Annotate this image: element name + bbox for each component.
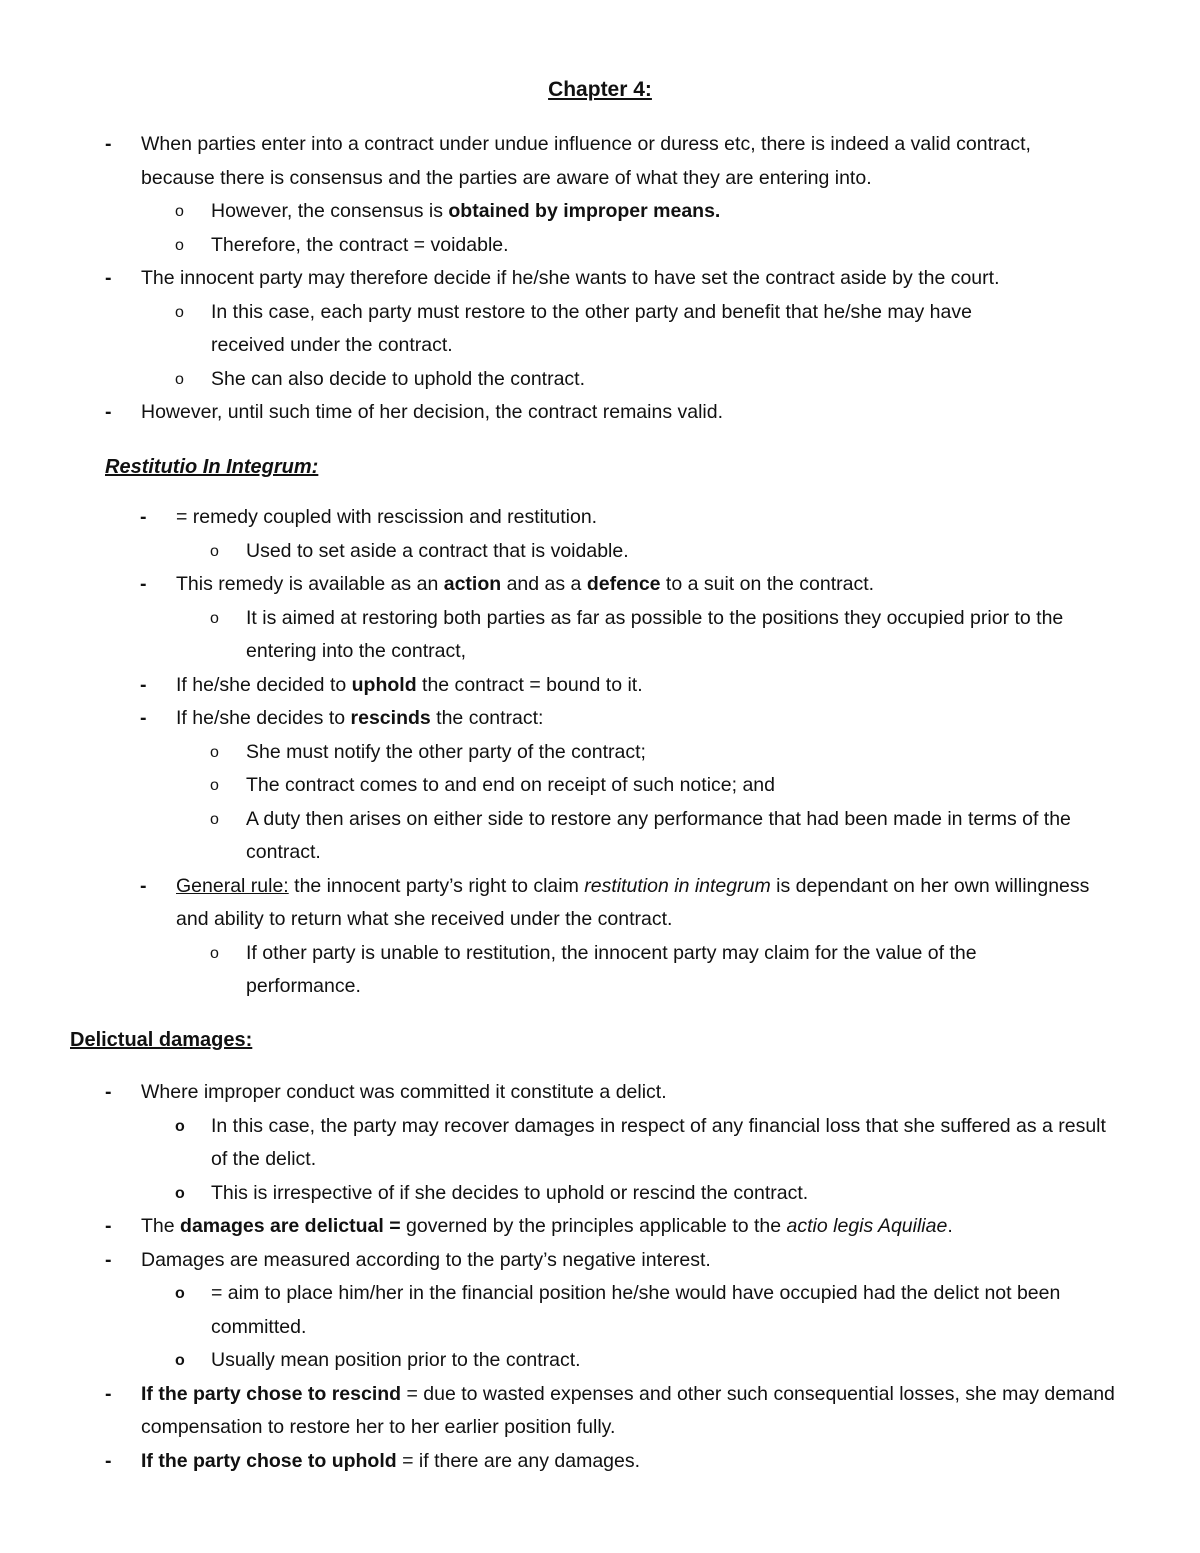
list-item xyxy=(105,1177,1125,1211)
list-item xyxy=(105,1210,1125,1244)
circle-bullet: o xyxy=(175,1117,185,1135)
dash-bullet: - xyxy=(105,1215,112,1237)
list-item xyxy=(140,803,1106,870)
list-item-text: The innocent party may therefore decide if he/she wants to have set the contract aside by the court. xyxy=(141,267,1000,289)
list-item xyxy=(105,296,1031,363)
list-item xyxy=(105,1445,1125,1479)
list-item xyxy=(105,396,1065,430)
list-item xyxy=(105,1378,1125,1445)
list-item-text: In this case, the party may recover damages in respect of any financial loss that she suffered as a result of the delict. xyxy=(211,1114,1106,1170)
dash-bullet: - xyxy=(105,133,112,155)
list-item-text: If he/she decides to rescinds the contract: xyxy=(176,707,544,729)
circle-bullet: o xyxy=(210,609,219,627)
list-item xyxy=(140,568,1130,602)
list-item xyxy=(140,535,1130,569)
list-item-text: = aim to place him/her in the financial position he/she would have occupied had the delict not been committed. xyxy=(211,1282,1061,1338)
dash-bullet: - xyxy=(140,673,147,696)
list-item xyxy=(105,1344,1125,1378)
list-item xyxy=(140,870,1096,937)
dash-bullet: - xyxy=(105,1081,112,1103)
list-item-text: If other party is unable to restitution, the innocent party may claim for the value of the performance. xyxy=(246,941,977,997)
circle-bullet: o xyxy=(210,777,219,794)
circle-bullet: o xyxy=(210,944,219,962)
dash-bullet: - xyxy=(105,1449,112,1472)
list-item-text: She can also decide to uphold the contract. xyxy=(211,367,586,390)
circle-bullet: o xyxy=(175,203,184,220)
circle-bullet: o xyxy=(210,743,219,761)
list-item-text: The contract comes to and end on receipt of such notice; and xyxy=(246,774,775,796)
dash-bullet: - xyxy=(105,1248,112,1271)
list-item-text: She must notify the other party of the contract; xyxy=(246,740,646,763)
list-item-text: Damages are measured according to the party’s negative interest. xyxy=(141,1248,711,1271)
list-item xyxy=(140,669,1130,703)
dash-bullet: - xyxy=(140,707,147,729)
list-item xyxy=(140,736,1130,770)
circle-bullet: o xyxy=(175,236,184,254)
list-item-text: Used to set aside a contract that is voidable. xyxy=(246,539,629,562)
section1-list xyxy=(105,128,1065,430)
section3-list xyxy=(105,1076,1125,1478)
list-item xyxy=(105,1277,1111,1344)
list-item-text: However, until such time of her decision, the contract remains valid. xyxy=(141,401,724,423)
list-item xyxy=(105,1110,1125,1177)
dash-bullet: - xyxy=(105,267,112,289)
list-item-text: = remedy coupled with rescission and restitution. xyxy=(176,506,598,528)
dash-bullet: - xyxy=(140,573,147,595)
list-item-text: If the party chose to uphold = if there are any damages. xyxy=(141,1449,641,1472)
section-heading-restitutio: Restitutio In Integrum: xyxy=(105,456,319,478)
list-item xyxy=(140,769,1130,803)
list-item xyxy=(140,702,1130,736)
circle-bullet: o xyxy=(210,810,219,828)
general-rule-label: General rule: xyxy=(176,874,289,897)
list-item-text: This is irrespective of if she decides to uphold or rescind the contract. xyxy=(211,1181,809,1204)
list-item-text: However, the consensus is obtained by improper means. xyxy=(211,200,721,222)
circle-bullet: o xyxy=(175,303,184,321)
list-item xyxy=(105,195,1065,229)
list-item-text: Where improper conduct was committed it constitute a delict. xyxy=(141,1081,667,1103)
list-item xyxy=(105,229,1065,263)
list-item xyxy=(105,262,1065,296)
circle-bullet: o xyxy=(210,542,219,560)
list-item xyxy=(105,128,1065,195)
list-item xyxy=(105,1076,1125,1110)
list-item-text: This remedy is available as an action and as a defence to a suit on the contract. xyxy=(176,573,875,595)
list-item-text: If the party chose to rescind = due to wasted expenses and other such consequential losses, she may demand compensation to restore her to her earlier position fully. xyxy=(141,1382,1115,1438)
dash-bullet: - xyxy=(105,401,112,423)
section2-list xyxy=(140,501,1130,1004)
list-item-text: Therefore, the contract = voidable. xyxy=(211,233,509,256)
list-item-text: Usually mean position prior to the contract. xyxy=(211,1349,581,1371)
dash-bullet: - xyxy=(140,506,147,528)
dash-bullet: - xyxy=(105,1382,112,1405)
page-title: Chapter 4: xyxy=(548,78,652,101)
list-item-text: The damages are delictual = governed by the principles applicable to the actio legis Aquiliae. xyxy=(141,1215,953,1237)
list-item-text: General rule: the innocent party’s right to claim restitution in integrum is dependant on her own willingness and ability to return what she received under the contract. xyxy=(176,874,1090,930)
list-item-text: A duty then arises on either side to restore any performance that had been made in terms of the contract. xyxy=(246,807,1071,863)
list-item-text: In this case, each party must restore to the other party and benefit that he/she may have received under the contract. xyxy=(211,300,972,356)
list-item-text: When parties enter into a contract under undue influence or duress etc, there is indeed a valid contract, because there is consensus and the parties are aware of what they are entering into. xyxy=(141,133,1031,189)
circle-bullet: o xyxy=(175,370,184,388)
circle-bullet: o xyxy=(175,1352,185,1369)
section-heading-delictual: Delictual damages: xyxy=(70,1029,253,1051)
list-item xyxy=(105,363,1065,397)
list-item xyxy=(140,501,1130,535)
circle-bullet: o xyxy=(175,1285,185,1302)
list-item-text: It is aimed at restoring both parties as far as possible to the positions they occupied prior to the entering into the contract, xyxy=(246,606,1064,662)
circle-bullet: o xyxy=(175,1184,185,1202)
list-item xyxy=(105,1244,1125,1278)
dash-bullet: - xyxy=(140,874,147,897)
list-item xyxy=(140,937,1076,1004)
list-item xyxy=(140,602,1130,669)
list-item-text: If he/she decided to uphold the contract = bound to it. xyxy=(176,673,643,696)
